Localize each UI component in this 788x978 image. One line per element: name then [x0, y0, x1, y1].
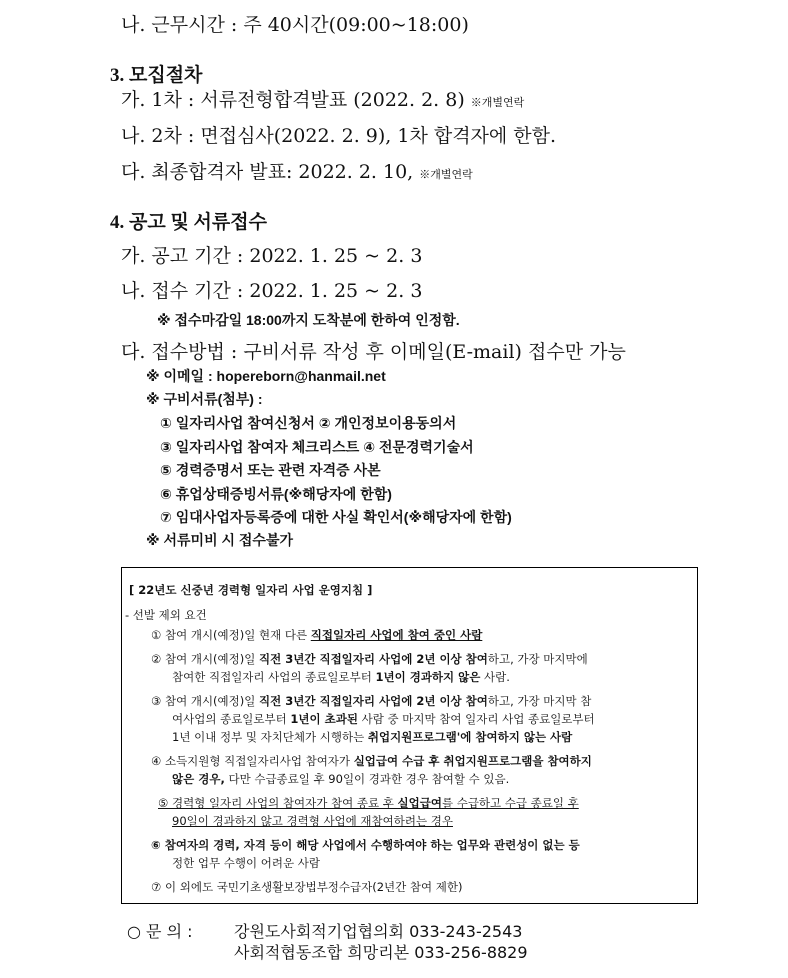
guideline-subtitle: - 선발 제외 요건 — [125, 608, 207, 622]
exclusion-item-3-line3 — [172, 729, 572, 745]
exclusion-item-5-line1 — [158, 795, 579, 811]
recruit-step-2 — [121, 121, 556, 148]
docs-title: ※ 구비서류(첨부) : — [146, 391, 263, 407]
exclusion-item-4-l2-post: 다만 수급종료일 후 90일이 경과한 경우 참여할 수 있음. — [224, 772, 510, 786]
exclusion-item-5-bold: 실업급여 — [397, 796, 442, 810]
exclusion-item-3-pre: ③ 참여 개시(예정)일 — [151, 694, 260, 708]
section3-title: 3. 모집절차 — [110, 65, 203, 86]
exclusion-item-4-pre: ④ 소득지원형 직접일자리사업 참여자가 — [151, 754, 354, 768]
recruit-step-3-note: ※개별연락 — [419, 168, 473, 181]
doc-item-2: ③ 일자리사업 참여자 체크리스트 ④ 전문경력기술서 — [160, 439, 474, 455]
doc-item-4: ⑥ 휴업상태증빙서류(※해당자에 한함) — [160, 486, 392, 502]
exclusion-item-5-line2: 90일이 경과하지 않고 경력형 사업에 재참여하려는 경우 — [172, 814, 453, 828]
exclusion-item-3-l3-bold: 취업지원프로그램'에 참여하지 않는 사람 — [367, 730, 573, 744]
exclusion-item-3-l3-pre: 1년 이내 정부 및 자치단체가 시행하는 — [172, 730, 368, 744]
recruit-step-1 — [121, 85, 524, 112]
deadline-note: ※ 접수마감일 18:00까지 도착분에 한하여 인정함. — [157, 312, 460, 328]
exclusion-item-2-l2-bold: 1년이 경과하지 않은 — [375, 670, 481, 684]
recruit-step-1-note: ※개별연락 — [470, 96, 525, 109]
exclusion-item-2-line2 — [172, 669, 510, 685]
exclusion-item-2-bold: 직전 3년간 직접일자리 사업에 2년 이상 참여 — [259, 652, 488, 666]
doc-item-5: ⑦ 임대사업자등록증에 대한 사실 확인서(※해당자에 한함) — [160, 509, 512, 525]
recruit-step-3-text: 다. 최종합격자 발표: 2022. 2. 10, — [121, 161, 414, 183]
exclusion-item-2-l2-pre: 참여한 직접일자리 사업의 종료일로부터 — [172, 670, 376, 684]
work-hours: 나. 근무시간 : 주 40시간(09:00~18:00) — [121, 14, 469, 36]
exclusion-item-5-pre: ⑤ 경력형 일자리 사업의 참여자가 참여 종료 후 — [158, 796, 398, 810]
exclusion-item-1 — [151, 627, 482, 643]
section4-title: 4. 공고 및 서류접수 — [110, 212, 267, 233]
guideline-title: [ 22년도 신중년 경력형 일자리 사업 운영지침 ] — [129, 583, 373, 597]
exclusion-item-6-line1: ⑥ 참여자의 경력, 자격 등이 해당 사업에서 수행하여야 하는 업무와 관련성이 없는 등 — [151, 838, 580, 852]
exclusion-item-4-line1 — [151, 753, 592, 769]
incomplete-note: ※ 서류미비 시 접수불가 — [146, 532, 293, 548]
email-line: ※ 이메일 : hopereborn@hanmail.net — [146, 368, 386, 384]
recruit-step-3 — [121, 157, 473, 184]
exclusion-item-2-l2-post: 사람. — [480, 670, 510, 684]
exclusion-item-2-post: 하고, 가장 마지막에 — [487, 652, 588, 666]
notice-period: 가. 공고 기간 : 2022. 1. 25 ~ 2. 3 — [121, 245, 423, 267]
exclusion-item-3-l2-pre: 여사업의 종료일로부터 — [172, 712, 291, 726]
exclusion-item-6-line2: 정한 업무 수행이 어려운 사람 — [172, 856, 320, 870]
contact-label: ○ 문 의 : — [127, 922, 193, 941]
receipt-period: 나. 접수 기간 : 2022. 1. 25 ~ 2. 3 — [121, 280, 423, 302]
doc-item-1: ① 일자리사업 참여신청서 ② 개인정보이용동의서 — [160, 415, 457, 431]
exclusion-item-2-pre: ② 참여 개시(예정)일 — [151, 652, 260, 666]
exclusion-item-3-line2 — [172, 711, 595, 727]
exclusion-item-3-bold: 직전 3년간 직접일자리 사업에 2년 이상 참여 — [259, 694, 488, 708]
exclusion-item-1-pre: ① 참여 개시(예정)일 현재 다른 — [151, 628, 311, 642]
contact-org-1: 강원도사회적기업협의회 033-243-2543 — [234, 922, 523, 941]
receipt-method: 다. 접수방법 : 구비서류 작성 후 이메일(E-mail) 접수만 가능 — [121, 341, 626, 363]
exclusion-item-1-bold: 직접일자리 사업에 참여 중인 사람 — [310, 628, 483, 642]
exclusion-item-5-post: 를 수급하고 수급 종료일 후 — [441, 796, 579, 810]
contact-org-2: 사회적협동조합 희망리본 033-256-8829 — [234, 943, 528, 962]
exclusion-item-7: ⑦ 이 외에도 국민기초생활보장법부정수급자(2년간 참여 제한) — [151, 880, 463, 894]
exclusion-item-3-l2-bold: 1년이 초과된 — [290, 712, 358, 726]
exclusion-item-4-bold: 실업급여 수급 후 취업지원프로그램을 참여하지 — [353, 754, 592, 768]
exclusion-item-4-l2-bold: 않은 경우, — [172, 772, 225, 786]
exclusion-item-3-line1 — [151, 693, 591, 709]
recruit-step-1-text: 가. 1차 : 서류전형합격발표 (2022. 2. 8) — [121, 89, 465, 111]
exclusion-item-3-l2-post: 사람 중 마지막 참여 일자리 사업 종료일로부터 — [357, 712, 595, 726]
exclusion-item-2-line1 — [151, 651, 588, 667]
doc-item-3: ⑤ 경력증명서 또는 관련 자격증 사본 — [160, 462, 381, 478]
exclusion-item-4-line2 — [172, 771, 509, 787]
recruit-step-2-text: 나. 2차 : 면접심사(2022. 2. 9), 1차 합격자에 한함. — [121, 125, 557, 147]
exclusion-item-3-post: 하고, 가장 마지막 참 — [487, 694, 592, 708]
